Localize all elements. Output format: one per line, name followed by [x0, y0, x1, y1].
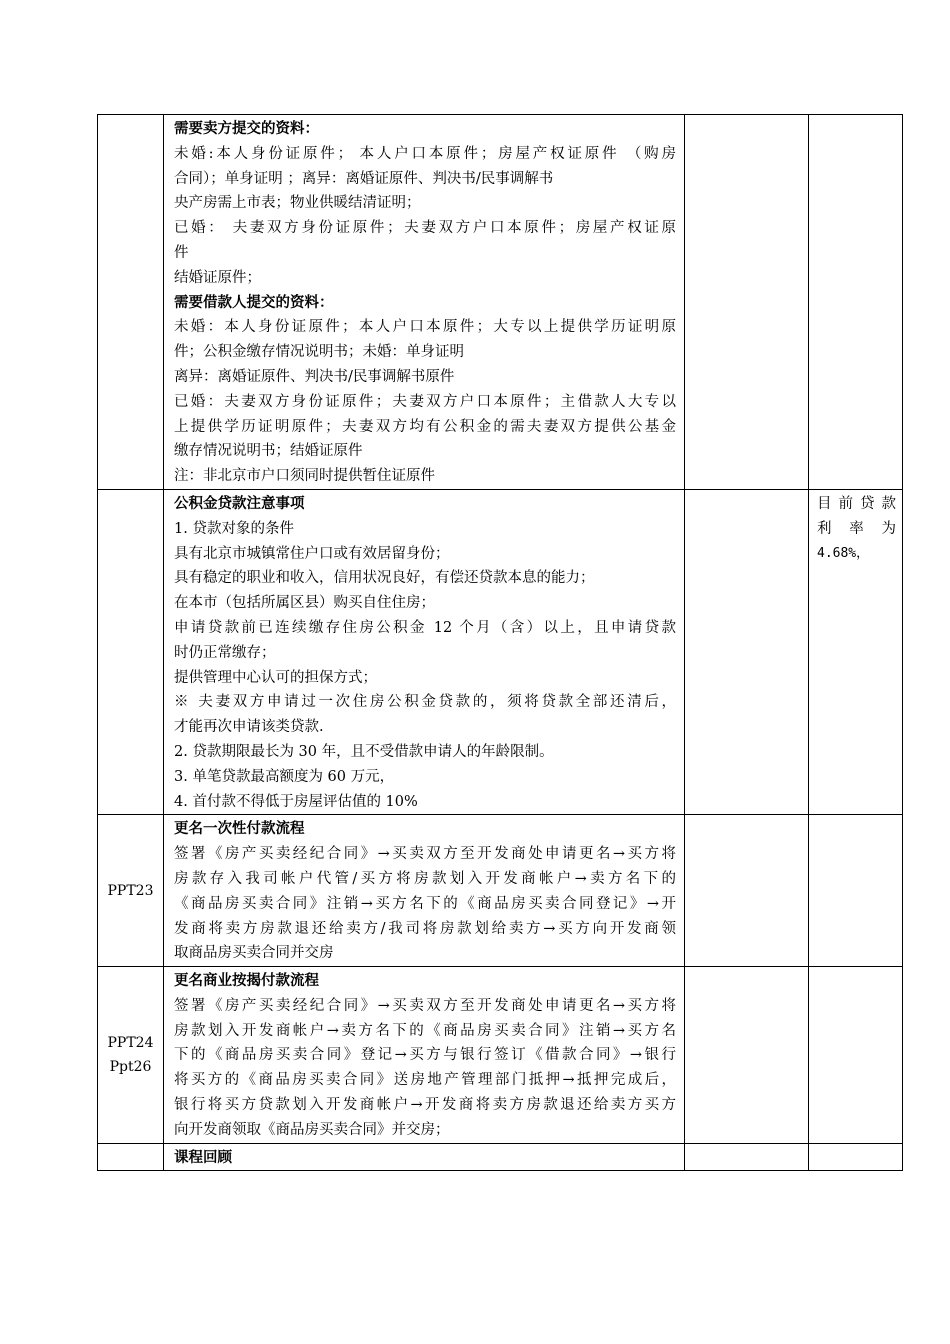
content-cell: [164, 489, 685, 814]
note-cell: [809, 489, 903, 814]
content-line: 才能再次申请该类贷款.: [174, 719, 324, 736]
content-line: 申请贷款前已连续缴存住房公积金 12 个月（含）以上，且申请贷款: [174, 619, 676, 636]
content-line: 在本市（包括所属区县）购买自住住房；: [174, 595, 435, 612]
content-cell: [164, 1143, 685, 1171]
table-row: [98, 967, 903, 1144]
section-heading: 课程回顾: [174, 1149, 232, 1166]
content-line: 1. 贷款对象的条件: [174, 520, 294, 537]
section-heading: 更名一次性付款流程: [174, 821, 305, 838]
empty-cell: [685, 967, 809, 1144]
content-line: 具有稳定的职业和收入，信用状况良好，有偿还贷款本息的能力；: [174, 570, 595, 587]
content-line: ※ 夫妻双方申请过一次住房公积金贷款的，须将贷款全部还清后，: [174, 694, 676, 711]
content-line: 已婚： 夫妻双方身份证原件；夫妻双方户口本原件；房屋产权证原: [174, 220, 676, 237]
content-line: 3. 单笔贷款最高额度为 60 万元，: [174, 768, 395, 785]
slide-ref-cell: [98, 967, 164, 1144]
content-line: 未婚：本人身份证原件；本人户口本原件；大专以上提供学历证明原: [174, 319, 676, 336]
content-line: 具有北京市城镇常住户口或有效居留身份；: [174, 545, 450, 562]
table-row: [98, 1143, 903, 1171]
content-line: 注：非北京市户口须同时提供暂住证原件: [174, 468, 435, 485]
content-line: 件；公积金缴存情况说明书；未婚：单身证明: [174, 344, 464, 361]
content-line: 4. 首付款不得低于房屋评估值的 10%: [174, 793, 418, 810]
content-line: 结婚证原件；: [174, 269, 261, 286]
content-line: 下的《商品房买卖合同》登记→买方与银行签订《借款合同》→银行: [174, 1047, 676, 1064]
content-line: 件: [174, 244, 189, 261]
note-line: 4.68%，: [817, 545, 870, 561]
content-cell: [164, 967, 685, 1144]
content-line: 将买方的《商品房买卖合同》送房地产管理部门抵押→抵押完成后，: [174, 1072, 676, 1089]
course-table: [97, 114, 903, 1171]
content-line: 离异：离婚证原件、判决书/民事调解书原件: [174, 368, 455, 385]
note-cell: [809, 815, 903, 967]
content-line: 未婚:本人身份证原件； 本人户口本原件；房屋产权证原件 （购房: [174, 145, 676, 162]
section-heading: 公积金贷款注意事项: [174, 495, 305, 512]
table-row: [98, 115, 903, 490]
content-line: 缴存情况说明书；结婚证原件: [174, 443, 363, 460]
content-line: 上提供学历证明原件；夫妻双方均有公积金的需夫妻双方提供公基金: [174, 418, 676, 435]
slide-ref-cell: [98, 115, 164, 490]
section-heading: 需要借款人提交的资料：: [174, 294, 334, 311]
content-line: 时仍正常缴存；: [174, 644, 276, 661]
empty-cell: [685, 815, 809, 967]
content-line: 签署《房产买卖经纪合同》→买卖双方至开发商处申请更名→买方将: [174, 997, 676, 1014]
content-line: 取商品房买卖合同并交房: [174, 945, 334, 962]
note-cell: [809, 967, 903, 1144]
table-row: [98, 815, 903, 967]
slide-ref-label: PPT23: [107, 882, 154, 899]
course-table-body: [98, 115, 903, 1171]
table-row: [98, 489, 903, 814]
content-line: 房款划入开发商帐户→卖方名下的《商品房买卖合同》注销→买方名: [174, 1022, 676, 1039]
slide-ref-cell: [98, 1143, 164, 1171]
slide-ref-label: PPT24: [107, 1034, 154, 1051]
note-line: 目前贷款: [817, 495, 896, 512]
content-line: 已婚：夫妻双方身份证原件；夫妻双方户口本原件；主借款人大专以: [174, 393, 676, 410]
section-heading: 需要卖方提交的资料：: [174, 121, 319, 137]
content-cell: [164, 815, 685, 967]
content-line: 签署《房产买卖经纪合同》→买卖双方至开发商处申请更名→买方将: [174, 846, 676, 863]
empty-cell: [685, 489, 809, 814]
content-line: 央产房需上市表；物业供暖结清证明；: [174, 195, 421, 212]
content-line: 发商将卖方房款退还给卖方/我司将房款划给卖方→买方向开发商领: [174, 920, 676, 937]
empty-cell: [685, 1143, 809, 1171]
note-line: 利 率 为: [817, 520, 896, 537]
content-line: 《商品房买卖合同》注销→买方名下的《商品房买卖合同登记》→开: [174, 895, 676, 912]
note-cell: [809, 1143, 903, 1171]
content-cell: [164, 115, 685, 490]
slide-ref-cell: [98, 815, 164, 967]
content-line: 银行将买方贷款划入开发商帐户→开发商将卖方房款退还给卖方买方: [174, 1097, 676, 1114]
section-heading: 更名商业按揭付款流程: [174, 973, 319, 990]
slide-ref-label: Ppt26: [109, 1058, 152, 1075]
content-line: 房款存入我司帐户代管/买方将房款划入开发商帐户→卖方名下的: [174, 870, 676, 887]
content-line: 提供管理中心认可的担保方式；: [174, 669, 377, 686]
content-line: 向开发商领取《商品房买卖合同》并交房；: [174, 1121, 450, 1138]
note-cell: [809, 115, 903, 490]
content-line: 合同）；单身证明 ；离异：离婚证原件、判决书/民事调解书: [174, 170, 554, 187]
content-line: 2. 贷款期限最长为 30 年，且不受借款申请人的年龄限制。: [174, 743, 554, 760]
slide-ref-cell: [98, 489, 164, 814]
empty-cell: [685, 115, 809, 490]
